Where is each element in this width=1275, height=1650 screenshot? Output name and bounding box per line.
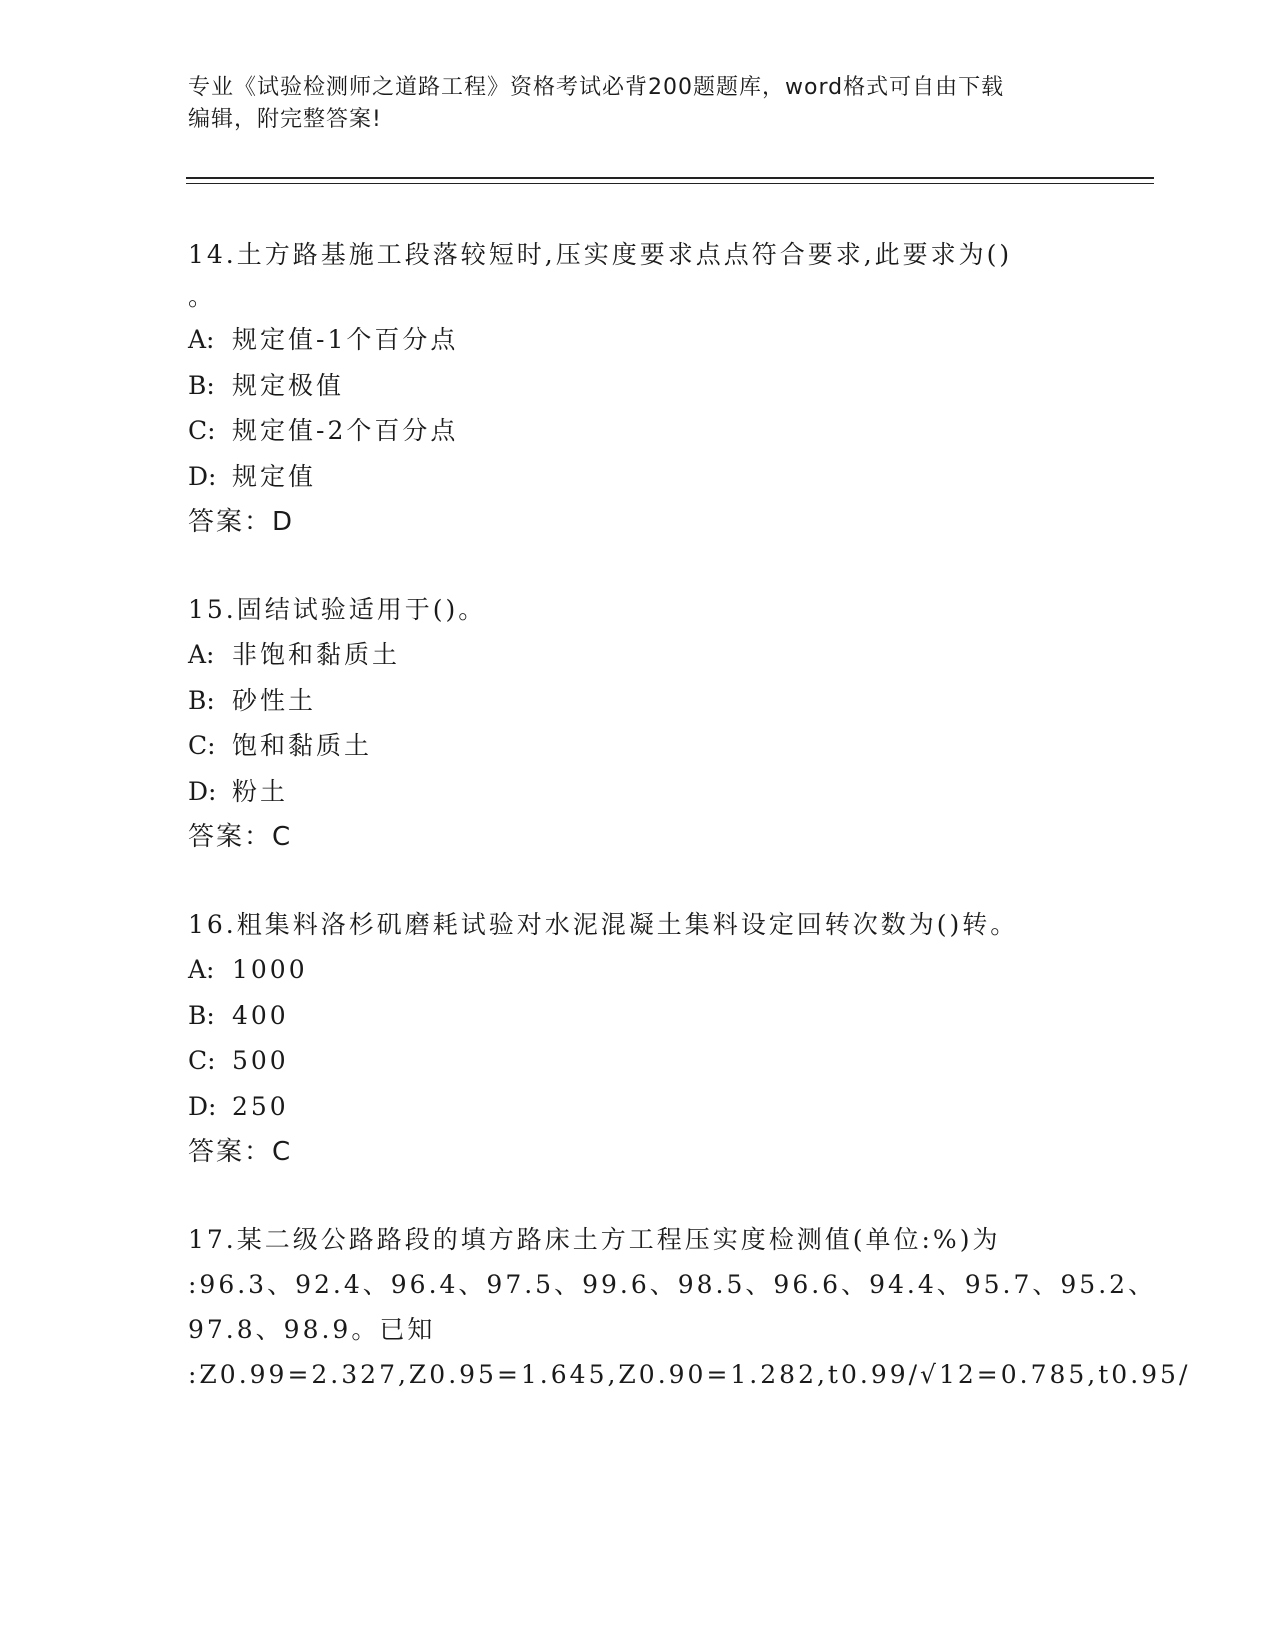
- header-title-line-1: 专业《试验检测师之道路工程》资格考试必背200题题库，word格式可自由下载: [188, 75, 1005, 100]
- option-d: [188, 1084, 1068, 1130]
- question-stem-line: 17.某二级公路路段的填方路床土方工程压实度检测值(单位:%)为: [188, 1225, 1001, 1254]
- option-d: [188, 769, 1068, 815]
- header-divider-thin: [186, 183, 1154, 184]
- question-stem-line: 16.粗集料洛杉矶磨耗试验对水泥混凝土集料设定回转次数为()转。: [188, 910, 1019, 939]
- option-letter: A:: [188, 955, 215, 984]
- option-a: [188, 632, 1068, 678]
- option-a: [188, 947, 1068, 993]
- answer-label: 答案：C: [188, 1137, 293, 1167]
- option-c: [188, 1038, 1068, 1084]
- question-14: [188, 232, 1068, 545]
- option-c: [188, 723, 1068, 769]
- question-stem-line: 14.土方路基施工段落较短时,压实度要求点点符合要求,此要求为(): [188, 240, 1013, 269]
- answer-label: 答案：D: [188, 507, 295, 537]
- option-letter: D:: [188, 776, 217, 806]
- option-b: [188, 993, 1068, 1039]
- option-text: 400: [232, 1000, 289, 1030]
- answer-label: 答案：C: [188, 822, 293, 852]
- question-15: [188, 587, 1068, 860]
- document-header: [188, 72, 1088, 136]
- question-stem-line: :Z0.99=2.327,Z0.95=1.645,Z0.90=1.282,t0.99/√12=0.785,t0.95/: [188, 1360, 1191, 1389]
- option-text: 规定值-2个百分点: [232, 416, 459, 445]
- option-text: 1000: [232, 955, 308, 984]
- option-text: 250: [232, 1091, 289, 1121]
- option-b: [188, 678, 1068, 724]
- option-d: [188, 454, 1068, 500]
- question-stem-line: :96.3、92.4、96.4、97.5、99.6、98.5、96.6、94.4、95.7、95.2、: [188, 1270, 1157, 1299]
- question-stem-line: 。: [188, 282, 217, 311]
- option-letter: D:: [188, 1091, 217, 1121]
- option-text: 规定值: [232, 461, 317, 491]
- option-letter: A:: [188, 640, 215, 669]
- option-letter: B:: [188, 1000, 215, 1030]
- header-divider-thick: [186, 177, 1154, 179]
- option-letter: C:: [188, 1046, 216, 1075]
- option-text: 非饱和黏质土: [232, 640, 401, 669]
- option-text: 500: [232, 1046, 289, 1075]
- option-c: [188, 408, 1068, 454]
- option-text: 规定值-1个百分点: [232, 325, 459, 354]
- question-stem-line: 97.8、98.9。已知: [188, 1315, 436, 1344]
- option-text: 砂性土: [232, 685, 317, 715]
- option-b: [188, 363, 1068, 409]
- question-16: [188, 902, 1068, 1175]
- option-letter: B:: [188, 370, 215, 400]
- option-text: 规定极值: [232, 370, 345, 400]
- option-letter: C:: [188, 416, 216, 445]
- option-a: [188, 317, 1068, 363]
- question-stem-line: 15.固结试验适用于()。: [188, 595, 487, 624]
- option-letter: D:: [188, 461, 217, 491]
- option-letter: C:: [188, 731, 216, 760]
- option-text: 粉土: [232, 776, 289, 806]
- header-title-line-2: 编辑，附完整答案!: [188, 107, 382, 132]
- option-letter: B:: [188, 685, 215, 715]
- question-17: [188, 1217, 1191, 1397]
- option-letter: A:: [188, 325, 215, 354]
- option-text: 饱和黏质土: [232, 731, 373, 760]
- question-list: [188, 232, 1191, 1439]
